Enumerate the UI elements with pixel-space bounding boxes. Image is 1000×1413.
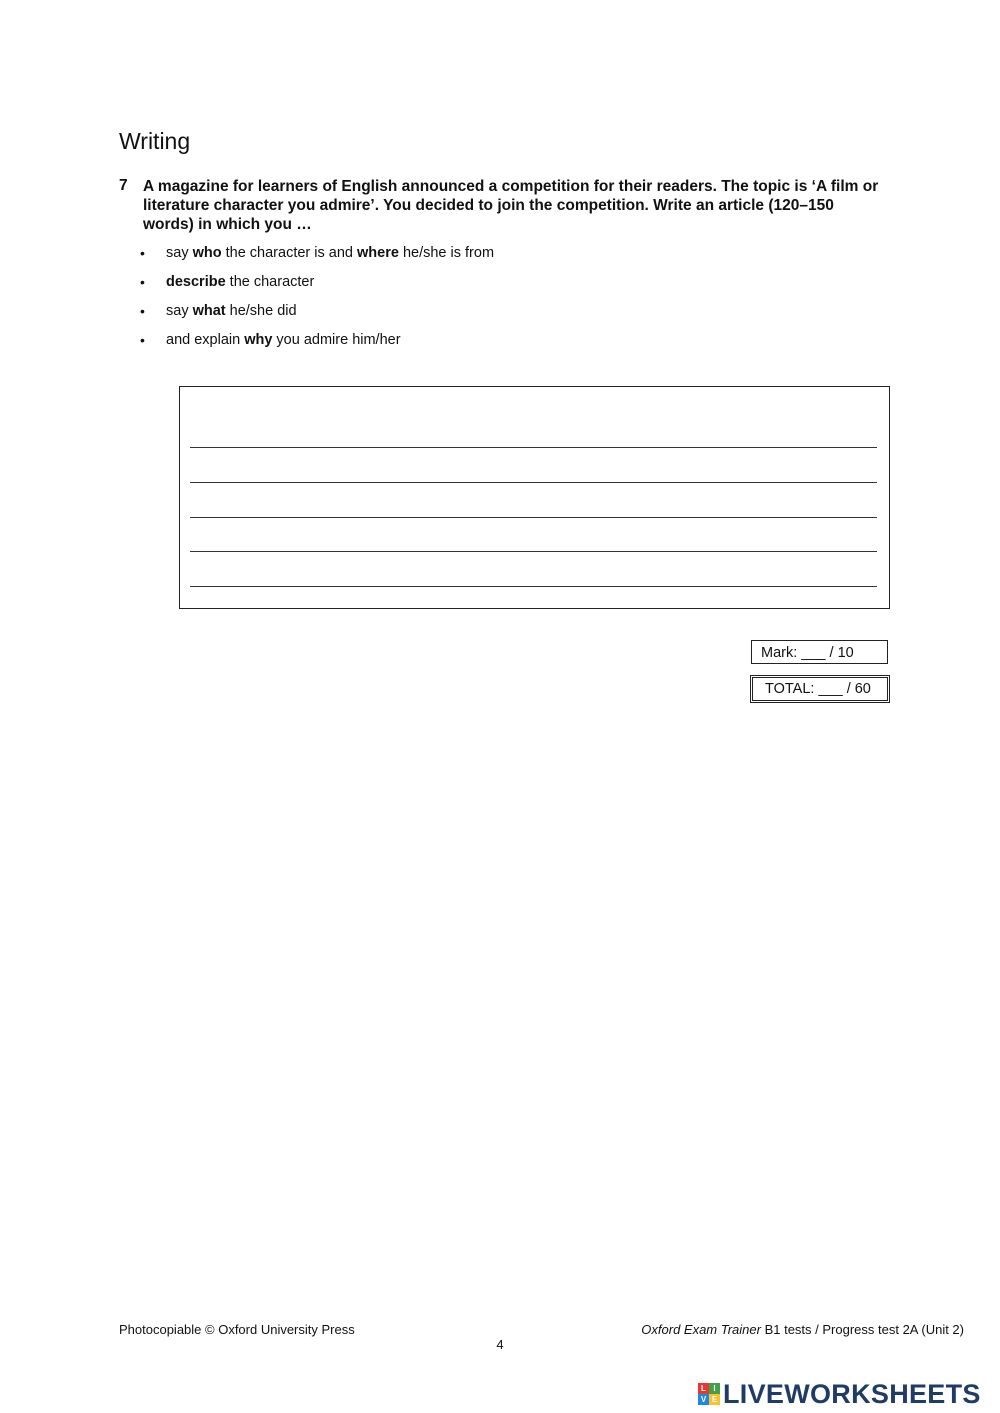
liveworksheets-logo-text: LIVEWORKSHEETS bbox=[723, 1378, 981, 1409]
footer-copyright: Photocopiable © Oxford University Press bbox=[119, 1322, 355, 1337]
answer-line-4-input[interactable] bbox=[190, 526, 881, 554]
total-box: TOTAL: ___ / 60 bbox=[750, 675, 890, 703]
bullet-icon: • bbox=[140, 245, 145, 261]
liveworksheets-logo-icon: L I V E bbox=[698, 1383, 720, 1405]
answer-line bbox=[190, 586, 877, 587]
page-number: 4 bbox=[496, 1337, 504, 1352]
answer-line bbox=[190, 551, 877, 552]
section-heading: Writing bbox=[119, 128, 191, 154]
question-number: 7 bbox=[119, 177, 128, 194]
task-bullet-list bbox=[140, 244, 494, 360]
answer-line-1-input[interactable] bbox=[190, 421, 881, 449]
answer-line-3-input[interactable] bbox=[190, 491, 881, 519]
liveworksheets-logo[interactable] bbox=[698, 1378, 981, 1410]
bullet-icon: • bbox=[140, 303, 145, 319]
answer-box bbox=[179, 386, 890, 609]
answer-line-5-input[interactable] bbox=[190, 560, 881, 588]
bullet-icon: • bbox=[140, 332, 145, 348]
task-bullet-item: • say what he/she did bbox=[140, 303, 297, 319]
answer-line bbox=[190, 447, 877, 448]
bullet-icon: • bbox=[140, 274, 145, 290]
task-bullet-item: • and explain why you admire him/her bbox=[140, 332, 401, 348]
footer-book-title: Oxford Exam Trainer B1 tests / Progress test 2A (Unit 2) bbox=[641, 1322, 964, 1337]
answer-line bbox=[190, 482, 877, 483]
task-bullet-item: • describe the character bbox=[140, 274, 315, 290]
answer-line-2-input[interactable] bbox=[190, 456, 881, 484]
question-prompt: A magazine for learners of English announced a competition for their readers. The topic is ‘A film or literature character you admire’. You decided to join the competition. Write an article (120–150 words) in which you … bbox=[143, 178, 879, 233]
answer-line bbox=[190, 517, 877, 518]
mark-box: Mark: ___ / 10 bbox=[751, 640, 888, 664]
task-bullet-item: • say who the character is and where he/she is from bbox=[140, 245, 495, 261]
